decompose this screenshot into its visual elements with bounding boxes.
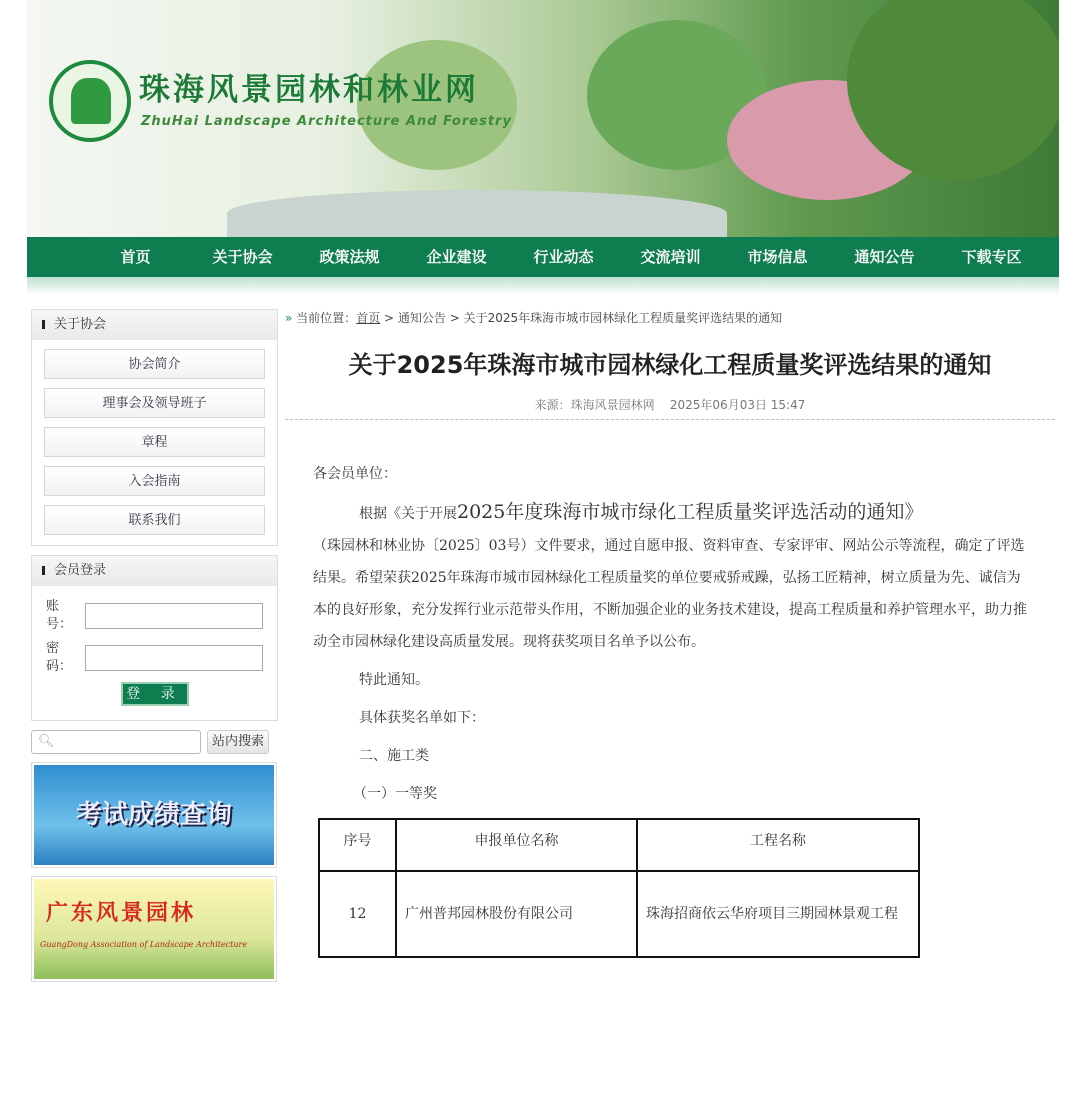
- main-nav: [27, 237, 1059, 277]
- paragraph-1: [313, 496, 1027, 530]
- search-icon: 🔍︎: [38, 734, 55, 749]
- site-banner: [27, 0, 1059, 237]
- header-unit: 申报单位名称: [396, 819, 637, 871]
- table-row: [319, 871, 919, 957]
- nav-about[interactable]: 关于协会: [212, 248, 273, 266]
- account-label: 账号：: [46, 599, 73, 632]
- nav-downloads[interactable]: 下载专区: [961, 248, 1022, 266]
- category-heading: 二、施工类: [359, 748, 429, 764]
- table-header-row: [319, 819, 919, 871]
- cell-unit: 广州普邦园林股份有限公司: [396, 871, 637, 957]
- cell-project: 珠海招商依云华府项目三期园林景观工程: [637, 871, 919, 957]
- ad-title: 广东风景园林: [46, 901, 197, 926]
- site-search: [31, 730, 278, 754]
- sidebar-item-join-guide[interactable]: 入会指南: [44, 466, 265, 496]
- nav-home[interactable]: 首页: [120, 248, 151, 266]
- password-input[interactable]: [85, 645, 263, 671]
- header-index: 序号: [319, 819, 396, 871]
- login-panel-title: 会员登录: [32, 556, 277, 586]
- breadcrumb-home[interactable]: 首页: [356, 311, 381, 325]
- nav-notices[interactable]: 通知公告: [854, 248, 915, 266]
- sidebar-item-council[interactable]: 理事会及领导班子: [44, 388, 265, 418]
- article-body: [285, 458, 1055, 810]
- breadcrumb-sep: >: [380, 311, 398, 325]
- para1-doc-title: 2025年度珠海市城市绿化工程质量奖评选活动的通知》: [457, 501, 924, 523]
- ad-subtitle: GuangDong Association of Landscape Architecture: [40, 940, 248, 949]
- about-panel-title: 关于协会: [32, 310, 277, 340]
- sidebar-item-charter[interactable]: 章程: [44, 427, 265, 457]
- para1-lead: 根据《关于开展: [359, 506, 457, 522]
- breadcrumb-current: 关于2025年珠海市城市园林绿化工程质量奖评选结果的通知: [463, 311, 783, 325]
- search-button[interactable]: 站内搜索: [207, 730, 269, 754]
- cell-index: 12: [319, 871, 396, 957]
- sidebar: [31, 309, 278, 990]
- notice-line: 特此通知。: [359, 672, 429, 688]
- page: [27, 0, 1059, 1103]
- double-arrow-icon: »: [285, 311, 293, 325]
- sidebar-item-contact[interactable]: 联系我们: [44, 505, 265, 535]
- breadcrumb: [285, 309, 1055, 329]
- about-panel: [31, 309, 278, 546]
- login-button[interactable]: 登 录: [121, 682, 189, 706]
- exam-results-label: 考试成绩查询: [34, 765, 274, 865]
- login-panel: [31, 555, 278, 721]
- awards-table: [318, 818, 920, 958]
- nav-enterprise[interactable]: 企业建设: [426, 248, 487, 266]
- password-label: 密码：: [46, 641, 73, 674]
- article-meta: 来源：珠海风景园林网 2025年06月03日 15:47: [285, 397, 1055, 420]
- site-title: 珠海风景园林和林业网: [139, 72, 479, 108]
- article-area: [285, 309, 1055, 958]
- list-intro: 具体获奖名单如下：: [359, 710, 485, 726]
- nav-industry-news[interactable]: 行业动态: [533, 248, 594, 266]
- nav-market[interactable]: 市场信息: [747, 248, 808, 266]
- banner-path: [227, 190, 727, 237]
- site-logo-icon[interactable]: [49, 60, 131, 142]
- header-project: 工程名称: [637, 819, 919, 871]
- sidebar-item-intro[interactable]: 协会简介: [44, 349, 265, 379]
- article-title: 关于2025年珠海市城市园林绿化工程质量奖评选结果的通知: [348, 351, 992, 379]
- breadcrumb-sep: >: [445, 311, 464, 325]
- breadcrumb-prefix: 当前位置：: [296, 311, 357, 325]
- greeting: 各会员单位：: [313, 466, 397, 482]
- search-input[interactable]: [31, 730, 201, 754]
- paragraph-1-rest: （珠园林和林业协〔2025〕03号）文件要求，通过自愿申报、资料审查、专家评审、网站公示等流程，确定了评选结果。希望荣获2025年珠海市城市园林绿化工程质量奖的单位要戒骄戒躁，弘扬工匠精神，树立质量为先、诚信为本的良好形象，充分发挥行业示范带头作用，不断加强企业的业务技术建设，提高工程质量和养护管理水平，助力推动全市园林绿化建设高质量发展。现将获奖项目名单予以公布。: [313, 538, 1027, 650]
- nav-shadow: [27, 277, 1059, 295]
- account-input[interactable]: [85, 603, 263, 629]
- nav-training[interactable]: 交流培训: [640, 248, 701, 266]
- nav-policy[interactable]: 政策法规: [319, 248, 380, 266]
- site-subtitle: ZhuHai Landscape Architecture And Forestry: [141, 114, 512, 129]
- breadcrumb-section[interactable]: 通知公告: [397, 311, 446, 325]
- award-heading: （一）一等奖: [353, 786, 437, 802]
- exam-results-banner[interactable]: [31, 762, 277, 868]
- guangdong-association-banner[interactable]: [31, 876, 277, 982]
